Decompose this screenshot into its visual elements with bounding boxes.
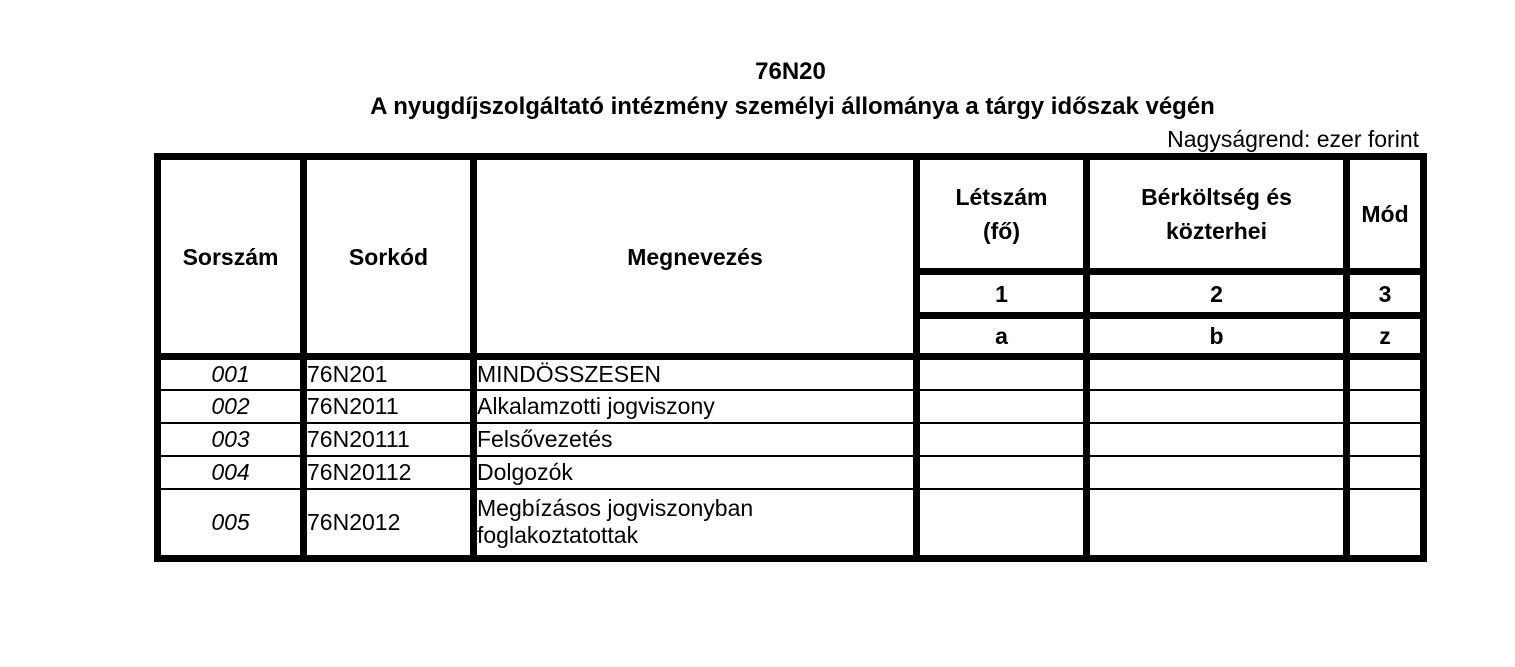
table-row (158, 456, 1424, 489)
table-row (158, 390, 1424, 423)
cell-berkoltseg[interactable] (1087, 489, 1347, 559)
cell-letszam[interactable] (917, 456, 1087, 489)
column-letter-b: b (1087, 316, 1347, 357)
cell-mod[interactable] (1347, 456, 1424, 489)
cell-mod[interactable] (1347, 423, 1424, 456)
row-number: 005 (158, 489, 304, 559)
row-label: MINDÖSSZESEN (474, 357, 917, 390)
column-number-3: 3 (1347, 272, 1424, 316)
header-sorszam: Sorszám (158, 157, 304, 357)
header-berkoltseg-line2: közterhei (1166, 218, 1267, 244)
header-letszam-line1: Létszám (955, 184, 1048, 210)
cell-letszam[interactable] (917, 423, 1087, 456)
cell-berkoltseg[interactable] (1087, 423, 1347, 456)
header-letszam-line2: (fő) (982, 218, 1021, 244)
row-code: 76N201 (304, 357, 474, 390)
form-title: A nyugdíjszolgáltató intézmény személyi állománya a tárgy időszak végén (370, 93, 1215, 120)
header-sorkod: Sorkód (304, 157, 474, 357)
column-number-2: 2 (1087, 272, 1347, 316)
table-row (158, 423, 1424, 456)
row-code: 76N2011 (304, 390, 474, 423)
row-label: Felsővezetés (474, 423, 917, 456)
cell-berkoltseg[interactable] (1087, 357, 1347, 390)
row-label-line2: foglakoztatottak (477, 522, 639, 549)
row-code: 76N20112 (304, 456, 474, 489)
header-letszam (917, 157, 1087, 272)
cell-letszam[interactable] (917, 390, 1087, 423)
column-letter-z: z (1347, 316, 1424, 357)
cell-mod[interactable] (1347, 489, 1424, 559)
cell-mod[interactable] (1347, 357, 1424, 390)
row-code: 76N20111 (304, 423, 474, 456)
form-code-title: 76N20 (755, 58, 826, 85)
row-label-line1: Megbízásos jogviszonyban (477, 495, 754, 522)
cell-berkoltseg[interactable] (1087, 390, 1347, 423)
unit-note: Nagyságrend: ezer forint (1167, 126, 1419, 152)
column-letter-a: a (917, 316, 1087, 357)
table-row (158, 357, 1424, 390)
column-number-1: 1 (917, 272, 1087, 316)
row-label: Dolgozók (474, 456, 917, 489)
cell-letszam[interactable] (917, 489, 1087, 559)
row-number: 003 (158, 423, 304, 456)
report-table (154, 153, 1427, 562)
header-berkoltseg (1087, 157, 1347, 272)
cell-letszam[interactable] (917, 357, 1087, 390)
header-mod: Mód (1347, 157, 1424, 272)
cell-berkoltseg[interactable] (1087, 456, 1347, 489)
row-number: 004 (158, 456, 304, 489)
row-number: 002 (158, 390, 304, 423)
row-code: 76N2012 (304, 489, 474, 559)
header-berkoltseg-line1: Bérköltség és (1141, 184, 1292, 210)
row-label: Alkalamzotti jogviszony (474, 390, 917, 423)
cell-mod[interactable] (1347, 390, 1424, 423)
table-row (158, 489, 1424, 559)
row-number: 001 (158, 357, 304, 390)
header-megnevezes: Megnevezés (474, 157, 917, 357)
row-label (474, 489, 917, 559)
